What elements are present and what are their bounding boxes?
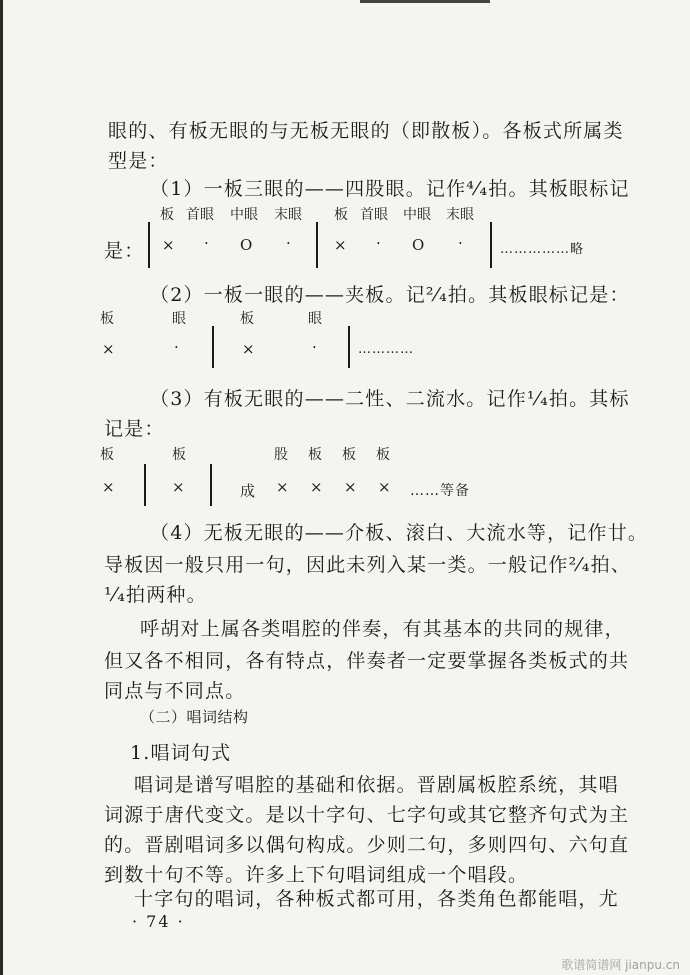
scan-edge (0, 0, 3, 975)
beat-mark: × (378, 478, 391, 496)
subheading: 1.唱词句式 (130, 742, 232, 764)
beat-label: 板 (334, 207, 348, 223)
beat-mark: × (344, 478, 357, 496)
beat-mark: × (310, 478, 323, 496)
beat-label: 眼 (172, 311, 186, 327)
item-line: （4）无板无眼的——介板、滚白、大流水等，记作廿。 (150, 522, 649, 544)
beat-label: 首眼 (186, 207, 214, 223)
scan-artifact (360, 0, 490, 3)
item-line: （3）有板无眼的——二性、二流水。记作¹⁄₄拍。其标 (150, 388, 630, 410)
beat-mark: · (312, 338, 317, 356)
text-line: 的。晋剧唱词多以偶句构成。少则二句，多则四句、六句直 (104, 834, 630, 856)
beat-mark: × (162, 236, 175, 254)
page-number: · 74 · (132, 912, 185, 931)
beat-label: 板 (172, 447, 186, 463)
text-line: 但又各不相同，各有特点，伴奏者一定要掌握各类板式的共 (104, 650, 630, 672)
beat-label: 板 (308, 447, 322, 463)
item-line: 记是： (104, 418, 165, 440)
text-line: 同点与不同点。 (104, 680, 246, 702)
notation-tail: ……………略 (500, 242, 585, 257)
notation-tail: ………… (358, 342, 414, 357)
beat-label: 中眼 (230, 207, 258, 223)
beat-mark: 成 (240, 482, 256, 500)
beat-mark: O (240, 236, 253, 254)
watermark: 歌谱简谱网 jianpu.cn (561, 958, 680, 972)
bar-line (210, 464, 212, 506)
text-line: 到数十句不等。许多上下句唱词组成一个唱段。 (104, 864, 529, 886)
bar-line (316, 222, 318, 268)
beat-label: 板 (342, 447, 356, 463)
beat-mark: × (334, 236, 347, 254)
beat-label: 末眼 (274, 207, 302, 223)
text-line: 词源于唐代变文。是以十字句、七字句或其它整齐句式为主 (104, 804, 630, 826)
item-line: （1）一板三眼的——四股眼。记作⁴⁄₄拍。其板眼标记 (150, 178, 630, 200)
text-line: 唱词是谱写唱腔的基础和依据。晋剧属板腔系统，其唱 (134, 774, 619, 796)
bar-line (148, 222, 150, 268)
bar-line (212, 326, 214, 368)
beat-label: 板 (100, 447, 114, 463)
notation-tail: ……等备 (410, 483, 470, 499)
bar-line (490, 222, 492, 268)
text-line: 眼的、有板无眼的与无板无眼的（即散板）。各板式所属类 (108, 120, 624, 142)
beat-mark: × (242, 340, 255, 358)
beat-label: 股 (274, 447, 288, 463)
beat-mark: × (276, 478, 289, 496)
text-line: 型是： (108, 150, 169, 172)
item-line: 导板因一般只用一句，因此未列入某一类。一般记作²⁄₄拍、 (104, 554, 632, 576)
beat-mark: × (102, 340, 115, 358)
beat-label: 首眼 (360, 207, 388, 223)
beat-mark: × (102, 478, 115, 496)
beat-mark: O (412, 236, 425, 254)
beat-label: 板 (160, 207, 174, 223)
beat-mark: · (458, 234, 463, 252)
beat-label: 中眼 (403, 207, 431, 223)
beat-mark: · (376, 234, 381, 252)
item-line: （2）一板一眼的——夹板。记²⁄₄拍。其板眼标记是： (150, 284, 630, 306)
section-heading: （二）唱词结构 (140, 708, 249, 726)
item-line: ¹⁄₄拍两种。 (104, 584, 207, 606)
beat-mark: · (204, 234, 209, 252)
bar-line (348, 326, 350, 368)
beat-label: 板 (100, 311, 114, 327)
beat-mark: · (174, 338, 179, 356)
text-line: 十字句的唱词，各种板式都可用，各类角色都能唱，尤 (134, 888, 619, 910)
beat-mark: × (172, 478, 185, 496)
bar-line (144, 464, 146, 506)
beat-label: 眼 (308, 311, 322, 327)
beat-label: 板 (240, 311, 254, 327)
beat-label: 末眼 (446, 207, 474, 223)
text-line: 呼胡对上属各类唱腔的伴奏，有其基本的共同的规律， (140, 618, 625, 640)
beat-mark: · (286, 234, 291, 252)
notation-prefix: 是： (104, 240, 145, 262)
beat-label: 板 (376, 447, 390, 463)
